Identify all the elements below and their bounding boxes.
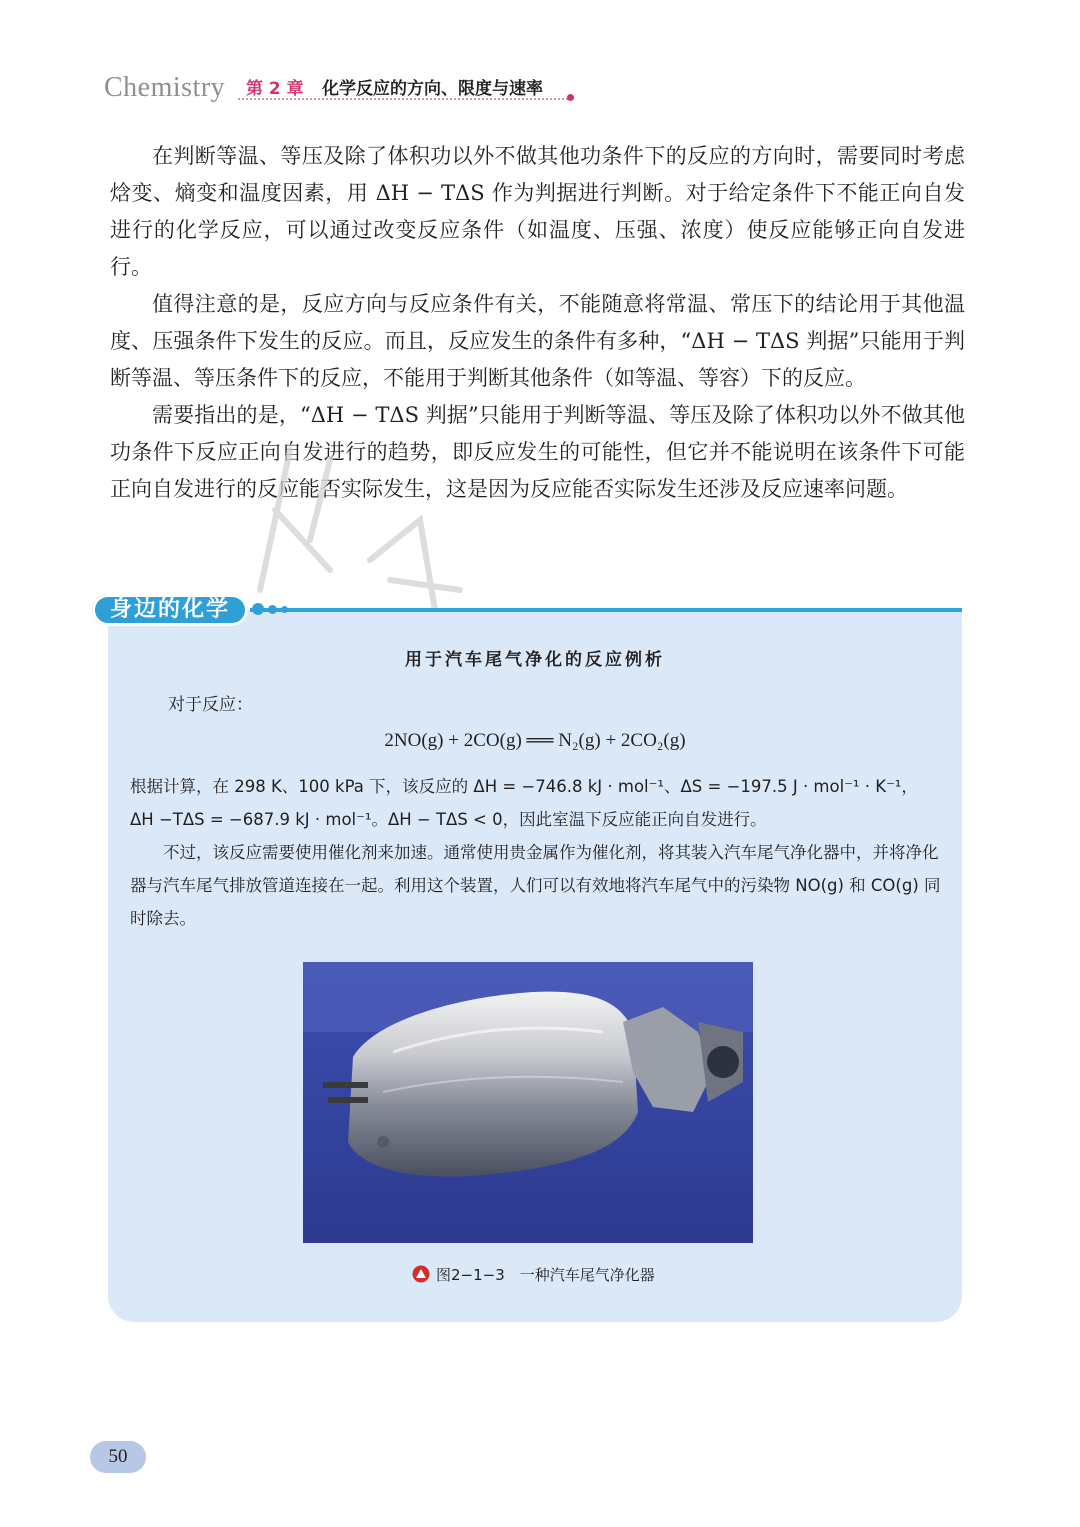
catalytic-converter-photo — [303, 962, 753, 1243]
sidebar-line-2: ΔH −TΔS = −687.9 kJ · mol⁻¹。ΔH − TΔS < 0，因此室温下反应能正向自发进行。 — [130, 810, 767, 829]
chapter-number: 第 2 章 — [246, 79, 304, 99]
paragraph-3: 需要指出的是，“ΔH − TΔS 判据”只能用于判断等温、等压及除了体积功以外不做其他功条件下反应正向自发进行的趋势，即反应发生的可能性，但它并不能说明在该条件下可能正向自发进行的反应能否实际发生，这是因为反应能否实际发生还涉及反应速率问题。 — [110, 403, 965, 501]
sidebar-title: 用于汽车尾气净化的反应例析 — [405, 650, 665, 670]
sidebar-paragraph-2: 不过，该反应需要使用催化剂来加速。通常使用贵金属作为催化剂，将其装入汽车尾气净化器中，并将净化器与汽车尾气排放管道连接在一起。利用这个装置，人们可以有效地将汽车尾气中的污染物 NO(g) 和 CO(g) 同时除去。 — [130, 843, 941, 928]
page-header — [104, 68, 574, 108]
chapter-title: 化学反应的方向、限度与速率 — [322, 79, 543, 99]
sidebar-tag: 身边的化学 — [92, 594, 248, 626]
header-dot-icon — [567, 94, 574, 101]
watermark-icon — [220, 420, 480, 620]
chemical-equation: 2NO(g) + 2CO(g) ══ N₂(g) + 2CO₂(g) — [384, 730, 686, 751]
figure-caption — [412, 1264, 655, 1285]
brand-label: Chemistry — [104, 72, 226, 103]
paragraph-1: 在判断等温、等压及除了体积功以外不做其他功条件下的反应的方向时，需要同时考虑焓变、熵变和温度因素，用 ΔH − TΔS 作为判据进行判断。对于给定条件下不能正向自发进行的化学反应，可以通过改变反应条件（如温度、压强、浓度）使反应能够正向自发进行。 — [110, 144, 965, 279]
page-number: 50 — [90, 1441, 146, 1473]
tag-dot-icon — [268, 605, 277, 614]
tag-dot-icon — [281, 606, 288, 613]
sidebar-text — [130, 770, 945, 935]
header-dotted-rule — [238, 98, 568, 100]
tag-dot-icon — [252, 603, 264, 615]
figure-caption-text: 图2−1−3 一种汽车尾气净化器 — [436, 1266, 655, 1284]
sidebar-top-rule — [250, 608, 962, 612]
sidebar-line-1: 根据计算，在 298 K、100 kPa 下，该反应的 ΔH = −746.8 kJ · mol⁻¹、ΔS = −197.5 J · mol⁻¹ · K⁻¹， — [130, 777, 918, 796]
triangle-marker-icon — [412, 1265, 430, 1283]
paragraph-2: 值得注意的是，反应方向与反应条件有关，不能随意将常温、常压下的结论用于其他温度、压强条件下发生的反应。而且，反应发生的条件有多种，“ΔH − TΔS 判据”只能用于判断等温、等压条件下的反应，不能用于判断其他条件（如等温、等容）下的反应。 — [110, 292, 965, 390]
sidebar-intro: 对于反应： — [168, 695, 253, 715]
